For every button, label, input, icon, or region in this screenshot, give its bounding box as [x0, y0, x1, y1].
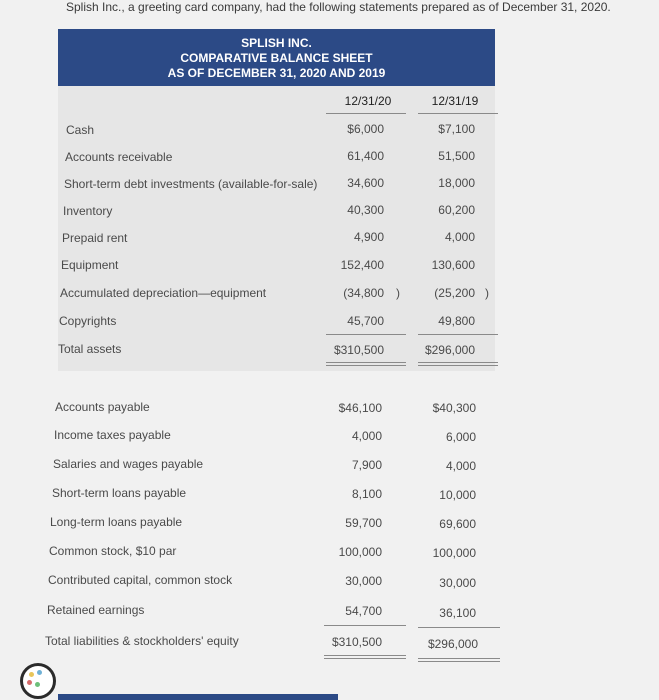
- total-assets-double-rule-2019: [418, 362, 498, 366]
- subtotal-rule-2020: [326, 334, 406, 335]
- liability-value-2020: $46,100: [338, 401, 382, 415]
- asset-value-2020: $6,000: [347, 122, 384, 136]
- liability-value-2020: 7,900: [351, 458, 382, 472]
- header-rule-2019: [418, 113, 498, 114]
- statement-period: AS OF DECEMBER 31, 2020 AND 2019: [167, 66, 386, 80]
- column-header-2020: 12/31/20: [344, 94, 392, 108]
- column-header-2019: 12/31/19: [431, 94, 479, 108]
- total-assets-2019: $296,000: [424, 343, 475, 357]
- palette-icon[interactable]: [20, 663, 56, 699]
- subtotal-rule-2019: [418, 334, 498, 335]
- asset-value-2020: 40,300: [347, 203, 384, 217]
- total-assets-2020: $310,500: [333, 343, 384, 357]
- asset-value-2019: 51,500: [438, 149, 475, 163]
- asset-value-2020: 4,900: [353, 230, 384, 244]
- asset-value-2019: 18,000: [438, 176, 475, 190]
- liability-value-2019: 6,000: [445, 430, 476, 444]
- liability-label-salaries-payable: Salaries and wages payable: [53, 457, 204, 471]
- liability-label-long-term-loans: Long-term loans payable: [50, 515, 183, 529]
- intro-text: Splish Inc., a greeting card company, had the following statements prepared as of December 31, 2020.: [66, 0, 611, 14]
- asset-value-2019: $7,100: [438, 122, 475, 136]
- equity-value-2019: 30,000: [439, 576, 476, 590]
- total-liabilities-equity-label: Total liabilities & stockholders' equity: [45, 634, 239, 648]
- liability-value-2019: $40,300: [432, 401, 476, 415]
- liability-label-short-term-loans: Short-term loans payable: [52, 486, 187, 500]
- asset-label-prepaid-rent: Prepaid rent: [62, 231, 128, 245]
- total-liabilities-equity-2019: $296,000: [427, 637, 478, 651]
- equity-label-retained-earnings: Retained earnings: [47, 603, 145, 617]
- asset-label-short-term-investments: Short-term debt investments (available-for-sale): [64, 177, 318, 191]
- header-rule-2020: [326, 113, 406, 114]
- liability-value-2020: 8,100: [351, 487, 382, 501]
- asset-value-2019: 60,200: [438, 203, 475, 217]
- asset-value-2020: 34,600: [347, 176, 384, 190]
- total-liabilities-double-rule-2020: [324, 655, 406, 659]
- equity-value-2019: 36,100: [439, 606, 476, 620]
- paren-close-2020: ): [396, 286, 400, 300]
- asset-value-2020: 61,400: [347, 149, 384, 163]
- statement-title: COMPARATIVE BALANCE SHEET: [180, 51, 373, 65]
- asset-value-2019: 49,800: [438, 314, 475, 328]
- equity-value-2019: 100,000: [432, 546, 476, 560]
- statement-header: [58, 29, 495, 86]
- equity-value-2020: 54,700: [345, 604, 382, 618]
- asset-label-equipment: Equipment: [61, 258, 119, 272]
- total-liabilities-double-rule-2019: [418, 658, 500, 662]
- equity-label-contributed-capital: Contributed capital, common stock: [48, 573, 233, 587]
- asset-value-2020: 152,400: [340, 258, 384, 272]
- total-assets-double-rule-2020: [326, 362, 406, 366]
- liability-value-2020: 59,700: [345, 516, 382, 530]
- paren-close-2019: ): [485, 286, 489, 300]
- liability-value-2019: 10,000: [439, 488, 476, 502]
- total-liabilities-equity-2020: $310,500: [331, 635, 382, 649]
- liability-label-accounts-payable: Accounts payable: [55, 400, 150, 414]
- liability-value-2019: 69,600: [439, 517, 476, 531]
- equity-value-2020: 100,000: [338, 545, 382, 559]
- liability-value-2019: 4,000: [445, 459, 476, 473]
- total-assets-label: Total assets: [58, 342, 122, 356]
- company-name: SPLISH INC.: [241, 36, 312, 50]
- liability-value-2020: 4,000: [351, 429, 382, 443]
- bottom-bar: [58, 694, 338, 700]
- asset-value-2020: 45,700: [347, 314, 384, 328]
- equity-label-common-stock: Common stock, $10 par: [49, 544, 177, 558]
- asset-label-copyrights: Copyrights: [59, 314, 117, 328]
- asset-value-2019: 130,600: [431, 258, 475, 272]
- subtotal-rule-liabilities-2020: [324, 625, 406, 626]
- asset-value-2019: 4,000: [444, 230, 475, 244]
- asset-value-2019: (25,200: [434, 286, 475, 300]
- asset-label-inventory: Inventory: [63, 204, 113, 218]
- asset-value-2020: (34,800: [343, 286, 384, 300]
- asset-label-accumulated-depreciation: Accumulated depreciation—equipment: [60, 286, 267, 300]
- liability-label-income-taxes-payable: Income taxes payable: [54, 428, 171, 442]
- equity-value-2020: 30,000: [345, 574, 382, 588]
- asset-label-cash: Cash: [66, 123, 95, 137]
- asset-label-accounts-receivable: Accounts receivable: [65, 150, 173, 164]
- subtotal-rule-liabilities-2019: [418, 627, 500, 628]
